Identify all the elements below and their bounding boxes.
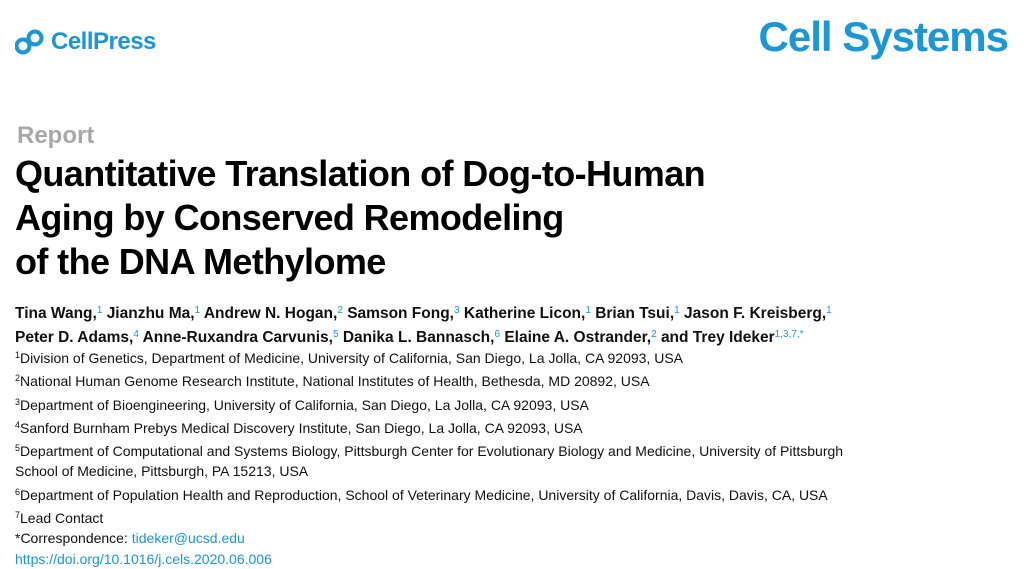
article-type: Report <box>17 122 95 149</box>
author-affiliation-ref[interactable]: 3 <box>454 305 460 316</box>
doi-link[interactable]: https://doi.org/10.1016/j.cels.2020.06.006 <box>15 550 272 567</box>
author-name[interactable]: Jianzhu Ma, <box>106 305 195 322</box>
affiliation-number: 3 <box>15 396 21 407</box>
publisher-logo[interactable] <box>15 28 156 56</box>
author-name[interactable]: Samson Fong, <box>347 305 454 322</box>
affiliation-text: Sanford Burnham Prebys Medical Discovery Institute, San Diego, La Jolla, CA 92093, USA <box>20 419 583 436</box>
author-affiliation-ref[interactable]: 6 <box>494 329 501 340</box>
author-line <box>15 300 1015 324</box>
author-affiliation-ref[interactable]: 1 <box>96 305 103 316</box>
affiliation-number: 7 <box>15 510 21 521</box>
affiliation-number: 4 <box>15 419 21 430</box>
affiliation-text: Department of Bioengineering, University of California, San Diego, La Jolla, CA 92093, USA <box>20 396 589 413</box>
author-name[interactable]: Andrew N. Hogan, <box>203 305 338 322</box>
affiliation-number: 2 <box>15 373 21 384</box>
correspondence-label: *Correspondence: <box>15 530 132 547</box>
publisher-name: CellPress <box>51 28 156 55</box>
affiliation-text: Division of Genetics, Department of Medicine, University of California, San Diego, La Jolla, CA 92093, USA <box>20 350 683 366</box>
cellpress-logo-icon <box>15 29 45 55</box>
affiliation-item <box>15 438 1015 461</box>
title-line: Quantitative Translation of Dog-to-Human <box>15 153 706 194</box>
affiliation-item <box>15 345 1015 368</box>
author-affiliation-ref[interactable]: 2 <box>337 305 343 316</box>
affiliation-item <box>15 368 1015 391</box>
author-name[interactable]: Danika L. Bannasch, <box>342 329 495 346</box>
title-line: Aging by Conserved Remodeling <box>15 197 564 238</box>
author-affiliation-ref[interactable]: 5 <box>332 329 339 340</box>
affiliation-text: Department of Population Health and Reproduction, School of Veterinary Medicine, University of California, Davis, Davis, CA, USA <box>20 486 828 503</box>
correspondence-email-link[interactable]: tideker@ucsd.edu <box>131 530 245 547</box>
author-affiliation-ref[interactable]: 1 <box>674 305 680 316</box>
affiliation-text: Lead Contact <box>20 510 104 527</box>
author-name[interactable]: Katherine Licon, <box>463 305 586 322</box>
author-name[interactable]: and Trey Ideker <box>660 329 775 346</box>
title-line: of the DNA Methylome <box>15 241 386 282</box>
journal-name[interactable]: Cell Systems <box>758 13 1008 60</box>
correspondence <box>15 528 1015 548</box>
author-affiliation-ref[interactable]: 1,3,7,* <box>774 329 804 340</box>
affiliation-text: National Human Genome Research Institute, National Institutes of Health, Bethesda, MD 20892, USA <box>20 373 650 390</box>
author-affiliation-ref[interactable]: 1 <box>194 305 201 316</box>
affiliation-item-continued <box>15 461 1015 481</box>
affiliation-number: 5 <box>15 443 21 454</box>
author-affiliation-ref[interactable]: 1 <box>585 305 591 316</box>
affiliation-item <box>15 505 1015 528</box>
author-name[interactable]: Brian Tsui, <box>595 305 675 322</box>
author-affiliation-ref[interactable]: 1 <box>826 305 832 316</box>
affiliation-text: School of Medicine, Pittsburgh, PA 15213, USA <box>15 463 309 480</box>
author-affiliation-ref[interactable]: 2 <box>651 329 657 340</box>
article-title <box>15 152 915 284</box>
affiliation-number: 6 <box>15 486 21 497</box>
author-name[interactable]: Tina Wang, <box>15 305 97 322</box>
author-name[interactable]: Anne-Ruxandra Carvunis, <box>142 329 333 346</box>
affiliation-item <box>15 415 1015 438</box>
affiliation-list <box>15 345 1015 569</box>
affiliation-number: 1 <box>15 350 21 360</box>
affiliation-text: Department of Computational and Systems Biology, Pittsburgh Center for Evolutionary Biology and Medicine, University of Pittsburgh <box>20 443 844 460</box>
author-name[interactable]: Elaine A. Ostrander, <box>504 329 652 346</box>
author-list <box>15 300 1015 348</box>
author-affiliation-ref[interactable]: 4 <box>133 329 139 340</box>
affiliation-item <box>15 482 1015 505</box>
author-name[interactable]: Peter D. Adams, <box>15 329 134 346</box>
author-name[interactable]: Jason F. Kreisberg, <box>684 305 827 322</box>
header <box>0 0 1024 80</box>
affiliation-item <box>15 392 1015 415</box>
